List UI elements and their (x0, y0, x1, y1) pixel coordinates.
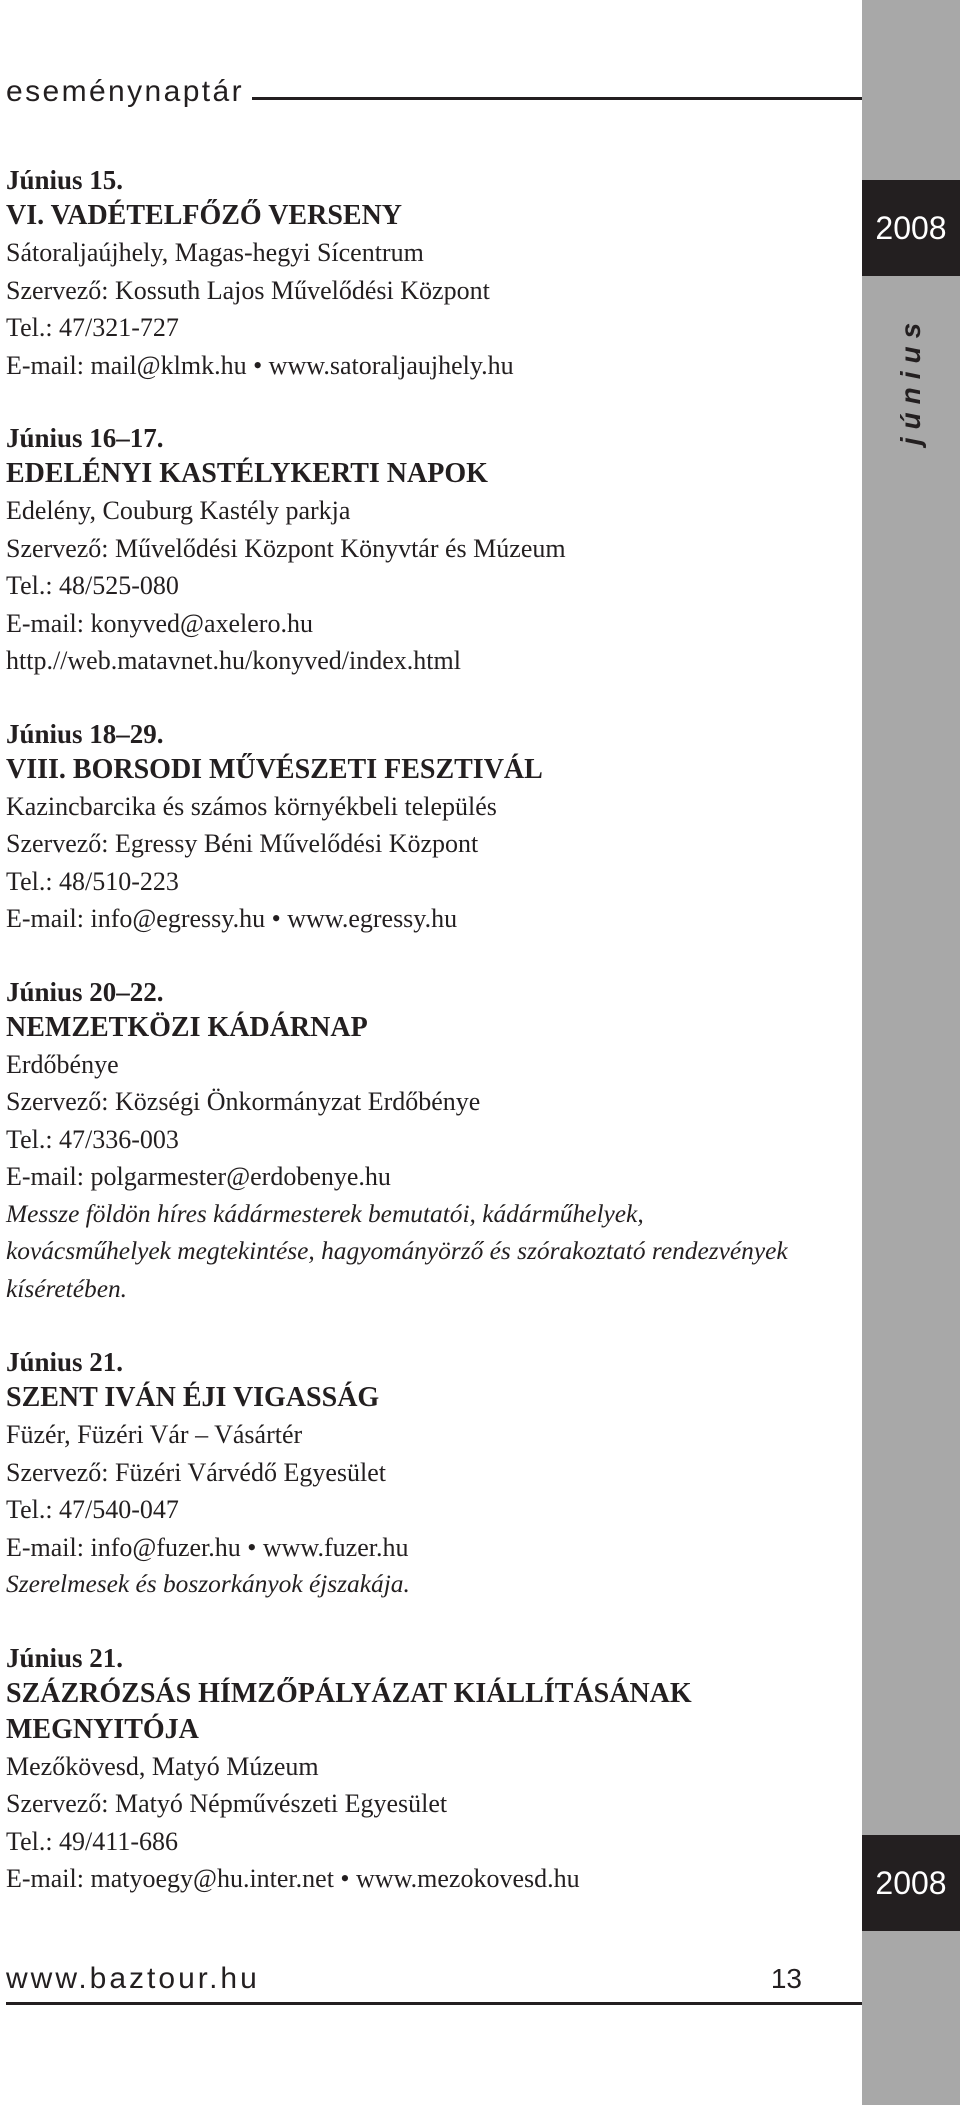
sidebar-month-label (862, 300, 960, 460)
event-title: NEMZETKÖZI KÁDÁRNAP (6, 1011, 368, 1043)
event-phone: Tel.: 48/510-223 (6, 866, 179, 896)
page-footer (6, 1962, 862, 2005)
event-item (6, 716, 806, 938)
event-location: Kazincbarcika és számos környékbeli település (6, 791, 497, 821)
event-phone: Tel.: 49/411-686 (6, 1826, 178, 1856)
event-title: VIII. BORSODI MŰVÉSZETI FESZTIVÁL (6, 753, 543, 785)
event-title: EDELÉNYI KASTÉLYKERTI NAPOK (6, 458, 488, 489)
event-website: http.//web.matavnet.hu/konyved/index.html (6, 646, 461, 675)
event-location: Mezőkövesd, Matyó Múzeum (6, 1751, 319, 1781)
event-description: Messze földön híres kádármesterek bemutatói, kádárműhelyek, kovácsműhelyek megtekintése, hagyományörző és szórakoztató rendezvények kíséretében. (6, 1199, 788, 1303)
event-email: E-mail: konyved@axelero.hu (6, 608, 313, 638)
event-location: Edelény, Couburg Kastély parkja (6, 496, 351, 525)
event-description: Szerelmesek és boszorkányok éjszakája. (6, 1570, 410, 1598)
event-item (6, 1640, 806, 1898)
event-organizer: Szervező: Községi Önkormányzat Erdőbénye (6, 1087, 481, 1116)
event-email: E-mail: polgarmester@erdobenye.hu (6, 1162, 391, 1191)
event-organizer: Szervező: Matyó Népművészeti Egyesület (6, 1789, 448, 1818)
event-date: Június 15. (6, 165, 124, 195)
event-phone: Tel.: 47/336-003 (6, 1124, 179, 1154)
event-title: SZÁZRÓZSÁS HÍMZŐPÁLYÁZAT KIÁLLÍTÁSÁNAK MEGNYITÓJA (6, 1677, 692, 1745)
event-organizer: Szervező: Füzéri Várvédő Egyesület (6, 1457, 386, 1487)
event-title: VI. VADÉTELFŐZŐ VERSENY (6, 200, 403, 231)
sidebar-year-bottom: 2008 (862, 1835, 960, 1931)
header-rule (252, 97, 862, 100)
event-organizer: Szervező: Kossuth Lajos Művelődési Központ (6, 275, 490, 305)
sidebar-month-text: június (895, 314, 927, 446)
event-date: Június 18–29. (6, 718, 164, 749)
event-date: Június 21. (6, 1347, 124, 1377)
event-item (6, 420, 806, 680)
event-item (6, 1344, 806, 1604)
event-date: Június 16–17. (6, 423, 164, 453)
event-location: Sátoraljaújhely, Magas-hegyi Sícentrum (6, 238, 424, 267)
event-date: Június 21. (6, 1642, 124, 1673)
footer-row (6, 1962, 802, 1996)
event-location: Füzér, Füzéri Vár – Vásártér (6, 1420, 303, 1449)
event-organizer: Szervező: Művelődési Központ Könyvtár és Múzeum (6, 533, 566, 563)
event-list (6, 162, 806, 1934)
event-title: SZENT IVÁN ÉJI VIGASSÁG (6, 1382, 380, 1413)
footer-rule (6, 2002, 862, 2005)
event-item (6, 974, 806, 1309)
event-contact: E-mail: matyoegy@hu.inter.net • www.mezokovesd.hu (6, 1864, 580, 1893)
sidebar (862, 0, 960, 2105)
event-location: Erdőbénye (6, 1049, 119, 1079)
footer-url: www.baztour.hu (6, 1962, 260, 1995)
event-contact: E-mail: info@fuzer.hu • www.fuzer.hu (6, 1532, 409, 1562)
event-organizer: Szervező: Egressy Béni Művelődési Központ (6, 829, 479, 858)
event-phone: Tel.: 48/525-080 (6, 571, 179, 600)
page-number: 13 (770, 1963, 802, 1994)
sidebar-year-top: 2008 (862, 180, 960, 276)
event-item (6, 162, 806, 384)
event-contact: E-mail: info@egressy.hu • www.egressy.hu (6, 904, 458, 933)
event-phone: Tel.: 47/321-727 (6, 313, 179, 342)
event-contact: E-mail: mail@klmk.hu • www.satoraljaujhely.hu (6, 350, 514, 380)
page-header (6, 64, 862, 110)
event-phone: Tel.: 47/540-047 (6, 1495, 179, 1524)
event-date: Június 20–22. (6, 976, 164, 1007)
page-title: eseménynaptár (6, 75, 244, 108)
